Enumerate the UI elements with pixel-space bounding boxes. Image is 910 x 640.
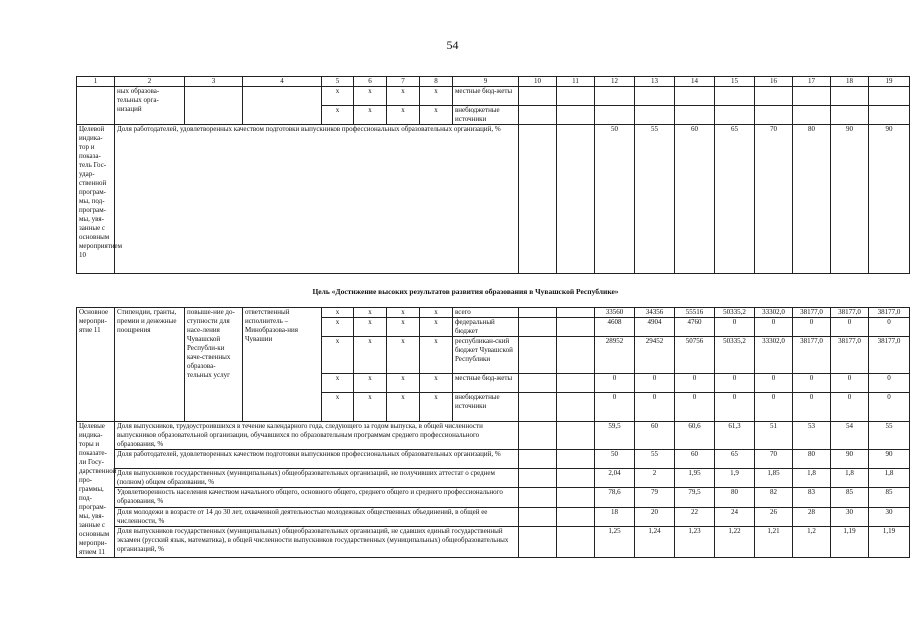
- funding-value: 38177,0: [793, 308, 831, 318]
- indicator-value: 60: [635, 422, 675, 450]
- indicator-value: 1,95: [675, 469, 715, 488]
- funding-value: 0: [831, 374, 869, 393]
- indicator-value: 85: [831, 488, 869, 507]
- column-number: 16: [755, 77, 793, 87]
- page-number: 54: [446, 38, 459, 52]
- funding-value: 50756: [675, 337, 715, 374]
- funding-value: 38177,0: [793, 337, 831, 374]
- x-mark: x: [322, 308, 354, 318]
- empty-cell: [557, 125, 595, 274]
- empty-cell: [77, 87, 115, 125]
- funding-source: местные бюд-жеты: [453, 87, 519, 106]
- indicator-text: Доля работодателей, удовлетворенных качеством подготовки выпускников профессиональных образовательных организаций, %: [115, 450, 519, 469]
- column-number: 13: [635, 77, 675, 87]
- empty-cell: [595, 106, 635, 125]
- indicator-text: Доля молодежи в возрасте от 14 до 30 лет, охваченной деятельностью молодежных общественных объединений, в общей ее численности, %: [115, 507, 519, 526]
- empty-cell: [519, 308, 557, 318]
- funding-value: 38177,0: [869, 308, 910, 318]
- empty-cell: [557, 469, 595, 488]
- funding-value: 0: [831, 393, 869, 422]
- empty-cell: [519, 374, 557, 393]
- indicator-value: 53: [793, 422, 831, 450]
- indicator-value: 1,8: [793, 469, 831, 488]
- empty-cell: [519, 450, 557, 469]
- x-mark: x: [387, 87, 420, 106]
- column-number: 12: [595, 77, 635, 87]
- column-number: 15: [715, 77, 755, 87]
- column-number-row: [77, 77, 910, 87]
- indicator-value: 70: [755, 450, 793, 469]
- empty-cell: [557, 308, 595, 318]
- measure-label: Основное меропри-ятие 11: [77, 308, 115, 422]
- empty-cell: [755, 106, 793, 125]
- x-mark: x: [420, 106, 453, 125]
- x-mark: x: [322, 106, 354, 125]
- indicator-text: Удовлетворенность населения качеством начального общего, основного общего, среднего общего и среднего профессионального образования, %: [115, 488, 519, 507]
- empty-cell: [519, 125, 557, 274]
- funding-value: 0: [869, 393, 910, 422]
- indicator-value: 1,8: [831, 469, 869, 488]
- indicator-value: 51: [755, 422, 793, 450]
- funding-value: 0: [715, 318, 755, 337]
- x-mark: x: [420, 374, 453, 393]
- indicator-value: 55: [635, 125, 675, 274]
- indicator-value: 65: [715, 125, 755, 274]
- empty-cell: [831, 87, 869, 106]
- indicator-value: 20: [635, 507, 675, 526]
- indicator-value: 60,6: [675, 422, 715, 450]
- empty-cell: [715, 87, 755, 106]
- empty-cell: [557, 507, 595, 526]
- x-mark: x: [354, 393, 387, 422]
- indicator-value: 82: [755, 488, 793, 507]
- empty-cell: [755, 87, 793, 106]
- x-mark: x: [387, 393, 420, 422]
- indicator-value: 1,24: [635, 526, 675, 557]
- indicator-value: 1,9: [715, 469, 755, 488]
- empty-cell: [519, 87, 557, 106]
- empty-cell: [557, 488, 595, 507]
- funding-source: местные бюд-жеты: [453, 374, 519, 393]
- empty-cell: [557, 337, 595, 374]
- x-mark: x: [420, 318, 453, 337]
- x-mark: x: [322, 87, 354, 106]
- funding-value: 0: [831, 318, 869, 337]
- empty-cell: [557, 374, 595, 393]
- empty-cell: [519, 507, 557, 526]
- empty-cell: [519, 337, 557, 374]
- indicator-value: 60: [675, 450, 715, 469]
- empty-cell: [519, 469, 557, 488]
- funding-value: 0: [755, 393, 793, 422]
- funding-value: 4608: [595, 318, 635, 337]
- funding-value: 0: [635, 374, 675, 393]
- indicator-value: 79,5: [675, 488, 715, 507]
- funding-value: 0: [793, 374, 831, 393]
- indicator-value: 78,6: [595, 488, 635, 507]
- indicator-value: 55: [635, 450, 675, 469]
- target-indicator-row: [77, 450, 910, 469]
- empty-cell: [557, 87, 595, 106]
- empty-cell: [519, 393, 557, 422]
- empty-cell: [675, 106, 715, 125]
- funding-value: 33302,0: [755, 308, 793, 318]
- upper-table: [76, 76, 910, 274]
- x-mark: x: [387, 374, 420, 393]
- x-mark: x: [420, 393, 453, 422]
- x-mark: x: [322, 337, 354, 374]
- column-number: 17: [793, 77, 831, 87]
- empty-cell: [519, 318, 557, 337]
- indicator-value: 18: [595, 507, 635, 526]
- indicator-value: 22: [675, 507, 715, 526]
- measure-name: Стипендии, гранты, премии и денежные поощрения: [115, 308, 185, 422]
- column-number: 2: [115, 77, 185, 87]
- indicator-value: 54: [831, 422, 869, 450]
- funding-value: 4760: [675, 318, 715, 337]
- indicator-value: 61,3: [715, 422, 755, 450]
- x-mark: x: [354, 318, 387, 337]
- indicator-value: 30: [869, 507, 910, 526]
- x-mark: x: [354, 308, 387, 318]
- column-number: 4: [243, 77, 322, 87]
- target-indicator-row: [77, 526, 910, 557]
- funding-value: 28952: [595, 337, 635, 374]
- x-mark: x: [420, 87, 453, 106]
- indicator-value: 90: [869, 450, 910, 469]
- empty-cell: [519, 526, 557, 557]
- indicator-value: 2: [635, 469, 675, 488]
- funding-value: 50335,2: [715, 308, 755, 318]
- lower-table: [76, 307, 910, 558]
- indicator-value: 70: [755, 125, 793, 274]
- funding-value: 0: [755, 374, 793, 393]
- column-number: 3: [185, 77, 243, 87]
- measure-goal: повыше-ние до-ступности для насе-ления Чувашской Республи-ки каче-ственных образова-тельных услуг: [185, 308, 243, 422]
- funding-value: 33560: [595, 308, 635, 318]
- x-mark: x: [387, 318, 420, 337]
- funding-value: 0: [675, 393, 715, 422]
- x-mark: x: [387, 106, 420, 125]
- funding-value: 0: [755, 318, 793, 337]
- empty-cell: [715, 106, 755, 125]
- column-number: 11: [557, 77, 595, 87]
- funding-source: федеральный бюджет: [453, 318, 519, 337]
- funding-value: 0: [793, 318, 831, 337]
- x-mark: x: [387, 337, 420, 374]
- indicator-value: 1,2: [793, 526, 831, 557]
- indicator-value: 55: [869, 422, 910, 450]
- indicator-value: 28: [793, 507, 831, 526]
- funding-row: [77, 308, 910, 318]
- empty-cell: [557, 393, 595, 422]
- column-number: 8: [420, 77, 453, 87]
- target-label: Целевые индика-торы и показате-ли Госу-дарственной про-граммы, под-програм-мы, увя-занные с основным меропри-ятием 11: [77, 422, 115, 558]
- column-number: 1: [77, 77, 115, 87]
- empty-cell: [675, 87, 715, 106]
- column-number: 10: [519, 77, 557, 87]
- indicator-value: 1,25: [595, 526, 635, 557]
- indicator-text: Доля работодателей, удовлетворенных качеством подготовки выпускников профессиональных образовательных организаций, %: [115, 125, 519, 274]
- funding-source: внебюджетные источники: [453, 106, 519, 125]
- funding-value: 0: [869, 318, 910, 337]
- indicator-value: 1,19: [831, 526, 869, 557]
- funding-row: [77, 87, 910, 106]
- x-mark: x: [354, 337, 387, 374]
- indicator-value: 79: [635, 488, 675, 507]
- funding-source: республикан-ский бюджет Чувашской Республики: [453, 337, 519, 374]
- funding-value: 38177,0: [831, 337, 869, 374]
- funding-value: 0: [793, 393, 831, 422]
- empty-cell: [519, 422, 557, 450]
- indicator-value: 26: [755, 507, 793, 526]
- indicator-value: 80: [793, 450, 831, 469]
- empty-cell: [519, 488, 557, 507]
- funding-source: всего: [453, 308, 519, 318]
- indicator-value: 80: [715, 488, 755, 507]
- funding-value: 34356: [635, 308, 675, 318]
- column-number: 7: [387, 77, 420, 87]
- empty-cell: [185, 87, 243, 125]
- x-mark: x: [354, 106, 387, 125]
- indicator-value: 1,21: [755, 526, 793, 557]
- funding-value: 33302,0: [755, 337, 793, 374]
- indicator-value: 1,23: [675, 526, 715, 557]
- column-number: 6: [354, 77, 387, 87]
- funding-value: 4904: [635, 318, 675, 337]
- indicator-value: 80: [793, 125, 831, 274]
- indicator-value: 85: [869, 488, 910, 507]
- target-indicator-row: [77, 469, 910, 488]
- funding-source: внебюджетные источники: [453, 393, 519, 422]
- indicator-value: 90: [869, 125, 910, 274]
- funding-value: 0: [595, 393, 635, 422]
- empty-cell: [557, 318, 595, 337]
- indicator-row: [77, 125, 910, 274]
- indicator-value: 90: [831, 125, 869, 274]
- indicator-text: Доля выпускников, трудоустроившихся в течение календарного года, следующего за годом выпуска, в общей численности выпускников образовательной организации, обучавшихся по образовательным программам среднего профессионального образования, %: [115, 422, 519, 450]
- x-mark: x: [387, 308, 420, 318]
- x-mark: x: [420, 337, 453, 374]
- x-mark: x: [354, 374, 387, 393]
- funding-value: 0: [635, 393, 675, 422]
- funding-value: 29452: [635, 337, 675, 374]
- indicator-value: 60: [675, 125, 715, 274]
- funding-value: 38177,0: [831, 308, 869, 318]
- empty-cell: [635, 87, 675, 106]
- indicator-value: 24: [715, 507, 755, 526]
- indicator-value: 1,8: [869, 469, 910, 488]
- indicator-value: 1,85: [755, 469, 793, 488]
- indicator-value: 50: [595, 450, 635, 469]
- funding-value: 0: [715, 374, 755, 393]
- funding-value: 38177,0: [869, 337, 910, 374]
- funding-value: 50335,2: [715, 337, 755, 374]
- x-mark: x: [354, 87, 387, 106]
- indicator-value: 83: [793, 488, 831, 507]
- empty-cell: [793, 106, 831, 125]
- indicator-value: 1,22: [715, 526, 755, 557]
- x-mark: x: [322, 318, 354, 337]
- empty-cell: [557, 422, 595, 450]
- goal-title: Цель «Достижение высоких результатов развития образования в Чувашской Республике»: [312, 287, 619, 296]
- indicator-value: 65: [715, 450, 755, 469]
- indicator-label: Целевой индика-тор и показа-тель Гос-удар-ственной програм-мы, под-програм-мы, увя-занные с основным мероприятием 10: [77, 125, 115, 274]
- indicator-value: 59,5: [595, 422, 635, 450]
- empty-cell: [793, 87, 831, 106]
- x-mark: x: [322, 393, 354, 422]
- x-mark: x: [322, 374, 354, 393]
- empty-cell: [635, 106, 675, 125]
- indicator-value: 2,04: [595, 469, 635, 488]
- empty-cell: [243, 87, 322, 125]
- responsible-executor: ответственный исполнитель – Минобразова-ния Чувашии: [243, 308, 322, 422]
- indicator-value: 1,19: [869, 526, 910, 557]
- empty-cell: [869, 87, 910, 106]
- empty-cell: [557, 106, 595, 125]
- column-number: 5: [322, 77, 354, 87]
- column-number: 18: [831, 77, 869, 87]
- funding-value: 0: [595, 374, 635, 393]
- indicator-value: 90: [831, 450, 869, 469]
- funding-value: 0: [715, 393, 755, 422]
- empty-cell: [557, 450, 595, 469]
- column-number: 9: [453, 77, 519, 87]
- target-indicator-row: [77, 422, 910, 450]
- x-mark: x: [420, 308, 453, 318]
- indicator-text: Доля выпускников государственных (муниципальных) общеобразовательных организаций, не получивших аттестат о среднем (полном) общем образовании, %: [115, 469, 519, 488]
- empty-cell: [557, 526, 595, 557]
- indicator-text: Доля выпускников государственных (муниципальных) общеобразовательных организаций, не сдавших единый государственный экзамен (русский язык, математика), в общей численности выпускников государственных (муниципальных) общеобразовательных организаций, %: [115, 526, 519, 557]
- empty-cell: [831, 106, 869, 125]
- column-number: 19: [869, 77, 910, 87]
- measure-name: ных образова-тельных орга-низаций: [115, 87, 185, 125]
- indicator-value: 30: [831, 507, 869, 526]
- funding-value: 0: [675, 374, 715, 393]
- empty-cell: [869, 106, 910, 125]
- target-indicator-row: [77, 488, 910, 507]
- funding-value: 0: [869, 374, 910, 393]
- indicator-value: 50: [595, 125, 635, 274]
- column-number: 14: [675, 77, 715, 87]
- empty-cell: [519, 106, 557, 125]
- empty-cell: [595, 87, 635, 106]
- target-indicator-row: [77, 507, 910, 526]
- funding-value: 55516: [675, 308, 715, 318]
